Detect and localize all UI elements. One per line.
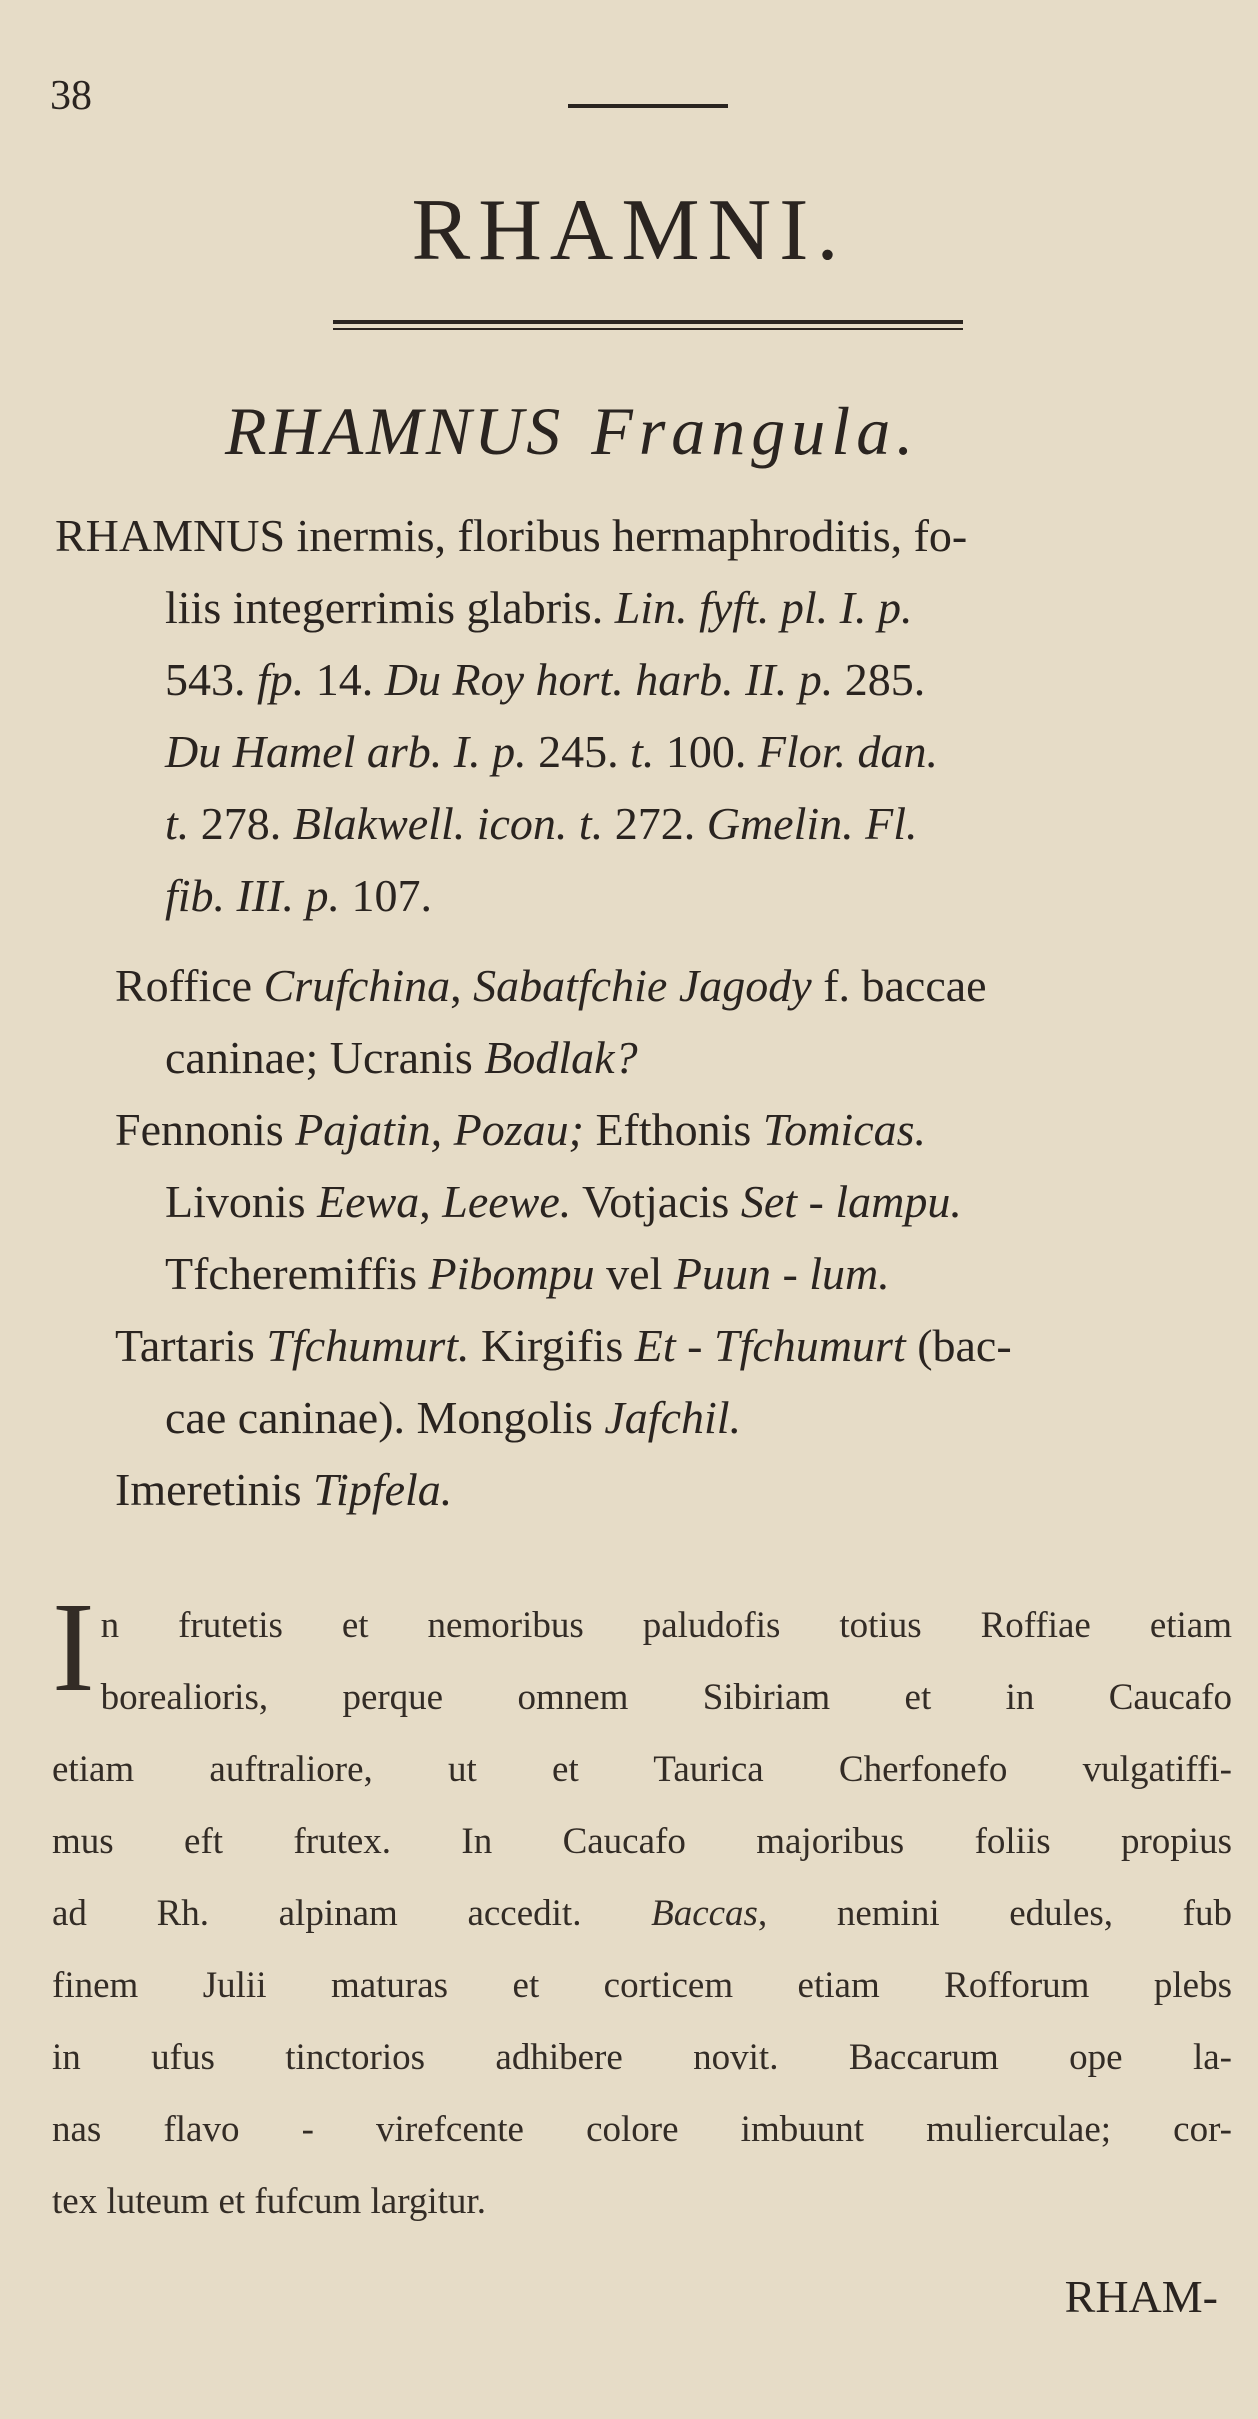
text-run: 107. <box>340 870 433 921</box>
text-run: Pajatin, Pozau; <box>295 1104 584 1155</box>
text-run: 285. <box>833 654 926 705</box>
text-run: Roffice <box>115 960 264 1011</box>
text-run: 543. <box>165 654 257 705</box>
text-run: RHAMNUS inermis, floribus hermaphroditis, fo- <box>55 510 968 561</box>
synonymy-line <box>55 716 1235 788</box>
text-run: 245. <box>526 726 631 777</box>
text-run: , <box>450 960 474 1011</box>
text-run: Baccas <box>651 1893 758 1934</box>
vernacular-line <box>55 1166 1235 1238</box>
text-run: Livonis <box>165 1176 318 1227</box>
text-run: Set - lampu. <box>740 1176 962 1227</box>
text-run: nas flavo - virefcente colore imbuunt mulierculae; cor- <box>52 2109 1232 2150</box>
text-run: 272. <box>603 798 707 849</box>
text-run: Pibompu <box>428 1248 595 1299</box>
text-run: Blakwell. icon. t. <box>292 798 604 849</box>
genus-name: RHAMNUS <box>225 393 564 469</box>
text-run: Votjacis <box>571 1176 741 1227</box>
text-run: Gmelin. Fl. <box>706 798 918 849</box>
synonymy-block <box>55 500 1235 1526</box>
body-line <box>52 2166 1232 2238</box>
vernacular-names <box>55 950 1235 1526</box>
text-run: tex luteum et fufcum largitur. <box>52 2181 486 2222</box>
text-run: Lin. fyft. pl. I. p. <box>614 582 913 633</box>
synonymy-line <box>55 644 1235 716</box>
body-line <box>52 1734 1232 1806</box>
text-run: vel <box>594 1248 674 1299</box>
body-lines <box>52 1576 1232 2238</box>
text-run: Tipfela. <box>313 1464 453 1515</box>
text-run: Du Roy hort. harb. II. p. <box>384 654 834 705</box>
drop-cap: I <box>52 1576 95 1718</box>
header-rule <box>568 104 728 108</box>
synonymy-line <box>55 572 1235 644</box>
text-run: cae caninae). Mongolis <box>165 1392 605 1443</box>
vernacular-line <box>55 1022 1235 1094</box>
body-line <box>52 2094 1232 2166</box>
text-run: Flor. dan. <box>757 726 939 777</box>
vernacular-line <box>55 1310 1235 1382</box>
text-run: Tfchumurt. <box>266 1320 470 1371</box>
synonymy-lines <box>55 500 1235 932</box>
text-run: 278. <box>189 798 293 849</box>
body-line <box>52 2022 1232 2094</box>
text-run: in ufus tinctorios adhibere novit. Baccarum ope la- <box>52 2037 1232 2078</box>
text-run: Sabatfchie Jagody <box>473 960 812 1011</box>
text-run: liis integerrimis glabris. <box>165 582 615 633</box>
text-run: (bac- <box>905 1320 1012 1371</box>
text-run: ad Rh. alpinam accedit. <box>52 1893 652 1934</box>
text-run: fib. III. p. <box>165 870 341 921</box>
text-run: 100. <box>654 726 758 777</box>
body-line <box>52 1662 1232 1734</box>
chapter-title: RHAMNI. <box>411 182 847 279</box>
synonymy-line <box>55 500 1235 572</box>
text-run: fp. <box>257 654 305 705</box>
text-run: Et - Tfchumurt <box>634 1320 906 1371</box>
vernacular-line <box>55 1238 1235 1310</box>
body-line <box>52 1806 1232 1878</box>
vernacular-line <box>55 1454 1235 1526</box>
text-run: Leewe. <box>442 1176 572 1227</box>
text-run: Jafchil. <box>604 1392 742 1443</box>
body-paragraph <box>52 1576 1232 2238</box>
text-run: Puun - lum. <box>673 1248 890 1299</box>
text-run: Kirgifis <box>469 1320 635 1371</box>
page-number: 38 <box>50 73 92 119</box>
text-run: Tartaris <box>115 1320 267 1371</box>
text-run: caninae; Ucranis <box>165 1032 485 1083</box>
species-heading <box>225 392 919 471</box>
vernacular-line <box>55 1094 1235 1166</box>
title-rule-thick <box>333 320 963 324</box>
text-run: etiam auftraliore, ut et Taurica Cherfonefo vulgatiffi- <box>52 1749 1232 1790</box>
text-run: Bodlak? <box>484 1032 638 1083</box>
text-run: 14. <box>304 654 385 705</box>
text-run: Tfcheremiffis <box>165 1248 429 1299</box>
catchword: RHAM- <box>1064 2271 1218 2322</box>
text-run: Efthonis <box>583 1104 763 1155</box>
synonymy-line <box>55 788 1235 860</box>
text-run: n frutetis et nemoribus paludofis totius Roffiae etiam <box>100 1605 1232 1646</box>
text-run: Eewa <box>317 1176 420 1227</box>
text-run: borealioris, perque omnem Sibiriam et in Caucafo <box>100 1677 1232 1718</box>
text-run: Fennonis <box>115 1104 296 1155</box>
body-line <box>52 1590 1232 1662</box>
title-rule-thin <box>333 328 963 330</box>
vernacular-line <box>55 950 1235 1022</box>
text-run: mus eft frutex. In Caucafo majoribus foliis propius <box>52 1821 1232 1862</box>
text-run: , <box>419 1176 443 1227</box>
text-run: , nemini edules, fub <box>757 1893 1232 1934</box>
text-run: finem Julii maturas et corticem etiam Rofforum plebs <box>52 1965 1232 2006</box>
vernacular-line <box>55 1382 1235 1454</box>
text-run: t. <box>630 726 655 777</box>
synonymy-line <box>55 860 1235 932</box>
text-run: Tomicas. <box>762 1104 927 1155</box>
text-run: Imeretinis <box>115 1464 313 1515</box>
text-run: Du Hamel arb. I. p. <box>165 726 527 777</box>
text-run: Crufchina <box>263 960 451 1011</box>
text-run: t. <box>165 798 190 849</box>
body-line <box>52 1950 1232 2022</box>
text-run: f. baccae <box>811 960 987 1011</box>
species-name: Frangula. <box>591 393 920 469</box>
body-line <box>52 1878 1232 1950</box>
